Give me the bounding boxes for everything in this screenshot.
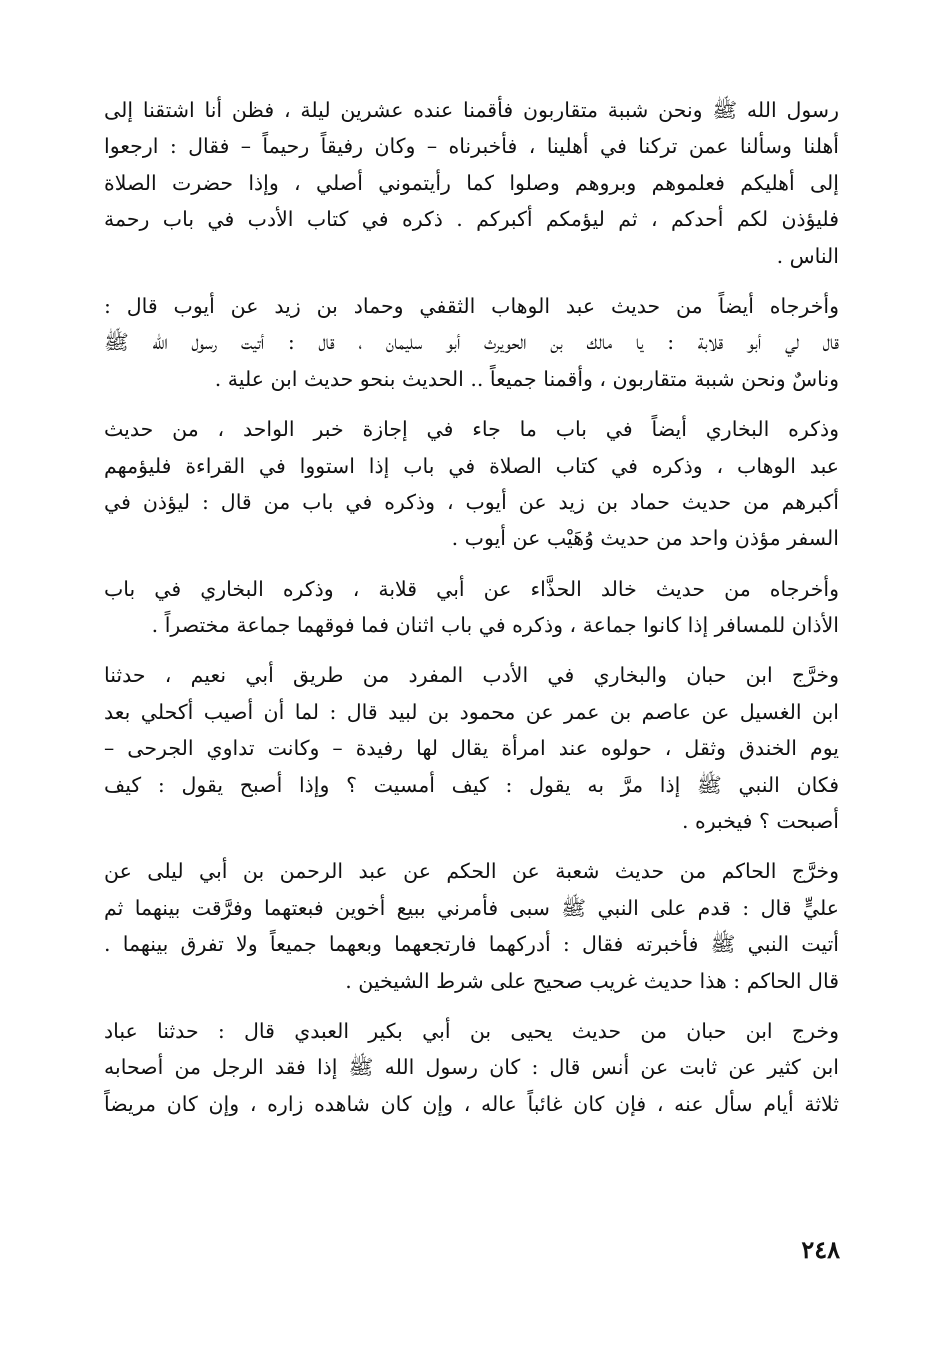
text-line: وأخرجاه من حديث خالد الحذَّاء عن أبي قلابة ، وذكره البخاري في باب <box>104 576 839 601</box>
paragraph <box>104 571 839 644</box>
text-line: أكبرهم من حديث حماد بن زيد عن أيوب ، وذكره في باب من قال : ليؤذن في <box>104 489 839 514</box>
page-text <box>104 92 839 1272</box>
text-line: فكان النبي ﷺ إذا مرَّ به يقول : كيف أمسيت ؟ وإذا أصبح يقول : كيف <box>104 772 839 797</box>
paragraph <box>104 853 839 999</box>
text-line: وخرَّج ابن حبان والبخاري في الأدب المفرد من طريق أبي نعيم ، حدثنا <box>104 663 839 688</box>
text-line: وخرَّج الحاكم من حديث شعبة عن الحكم عن عبد الرحمن بن أبي ليلى عن <box>104 859 839 884</box>
paragraph <box>104 411 839 557</box>
page-number: ٢٤٨ <box>801 1235 840 1264</box>
paragraph <box>104 92 839 274</box>
text-line: وأخرجاه أيضاً من حديث عبد الوهاب الثقفي وحماد بن زيد عن أيوب قال : <box>104 293 839 318</box>
text-line: الأذان للمسافر إذا كانوا جماعة ، وذكره في باب اثنان فما فوقهما جماعة مختصراً . <box>151 613 839 638</box>
text-line: وخرج ابن حبان من حديث يحيى بن أبي بكير العبدي قال : حدثنا عباد <box>104 1018 839 1043</box>
paragraph <box>104 657 839 839</box>
text-line: يوم الخندق وثقل ، حولوه عند امرأة يقال لها رفيدة – وكانت تداوي الجرحى – <box>104 736 839 761</box>
text-line: ابن كثير عن ثابت عن أنس قال : كان رسول الله ﷺ إذا فقد الرجل من أصحابه <box>104 1055 839 1080</box>
paragraph <box>104 288 839 397</box>
text-line: أصبحت ؟ فيخبره . <box>681 809 839 834</box>
text-line: السفر مؤذن واحد من حديث وُهَيْب عن أيوب . <box>451 526 839 551</box>
text-line: وناسٌ ونحن شببة متقاربون ، وأقمنا جميعاً .. الحديث بنحو حديث ابن علية . <box>214 366 839 391</box>
text-line: أتيت النبي ﷺ فأخبرته فقال : أدركهما فارتجعهما وبعهما جميعاً ولا تفرق بينهما . <box>104 932 839 957</box>
text-line: قال الحاكم : هذا حديث غريب صحيح على شرط الشيخين . <box>345 968 839 993</box>
text-line: وذكره البخاري أيضاً في باب ما جاء في إجازة خبر الواحد ، من حديث <box>104 417 839 442</box>
text-line: فليؤذن لكم أحدكم ، ثم ليؤمكم أكبركم . ذكره في كتاب الأدب في باب رحمة <box>104 207 839 232</box>
text-line: عليٍّ قال : قدم على النبي ﷺ سبى فأمرني ببيع أخوين فبعتهما وفرَّقت بينهما ثم <box>104 895 839 920</box>
paragraph <box>104 1013 839 1122</box>
text-line: عبد الوهاب ، وذكره في كتاب الصلاة في باب إذا استووا في القراءة فليؤمهم <box>104 453 839 478</box>
text-line: رسول الله ﷺ ونحن شببة متقاربون فأقمنا عنده عشرين ليلة ، فظن أنا اشتقنا إلى <box>104 98 839 122</box>
text-line: الناس . <box>776 243 839 268</box>
text-line: قال لي أبو قلابة : يا مالك بن الحويرث أبو سليمان ، قال : أتيت رسول الله ﷺ <box>104 330 839 355</box>
text-line: ابن الغسيل عن عاصم بن عمر عن محمود بن لبيد قال : لما أن أصيب أكحلي بعد <box>104 699 839 724</box>
text-line: أهلنا وسألنا عمن تركنا في أهلينا ، فأخبرناه – وكان رفيقاً رحيماً – فقال : ارجعوا <box>104 134 839 159</box>
text-line: ثلاثة أيام سأل عنه ، فإن كان غائباً عاله ، وإن كان شاهده زاره ، وإن كان مريضاً <box>104 1091 839 1116</box>
text-line: إلى أهليكم فعلموهم وبروهم وصلوا كما رأيتموني أصلي ، وإذا حضرت الصلاة <box>104 170 839 195</box>
